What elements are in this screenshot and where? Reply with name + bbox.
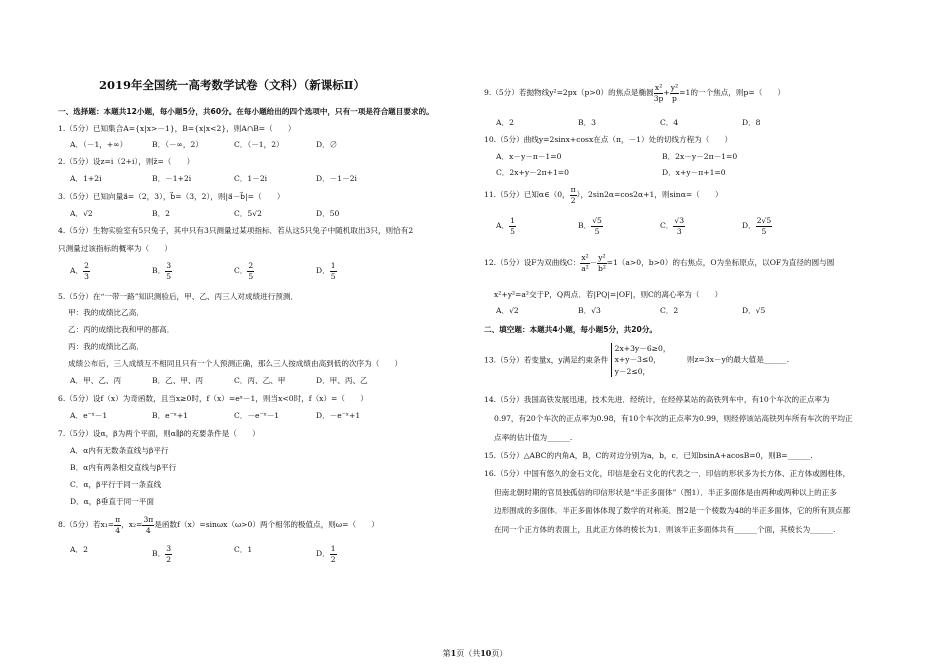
option-b: B．3 bbox=[578, 118, 597, 127]
question-9-text-a: 9.（5分）若抛物线y²=2px（p>0）的焦点是椭圆 bbox=[484, 88, 654, 98]
numerator: 2 bbox=[84, 261, 89, 270]
denominator: 5 bbox=[761, 226, 767, 236]
denominator: 5 bbox=[248, 271, 254, 281]
numerator: x² bbox=[654, 83, 663, 92]
fraction bbox=[247, 262, 254, 280]
denominator: 2 bbox=[330, 554, 336, 564]
numerator: 3 bbox=[166, 544, 172, 553]
option-label: C． bbox=[234, 266, 248, 276]
question-14-line-3: 点率的估计值为______. bbox=[494, 433, 573, 442]
question-5-line-4: 丙：我的成绩比乙高． bbox=[68, 342, 144, 351]
option-d: D．－e⁻ˣ+1 bbox=[316, 411, 361, 420]
denominator: 5 bbox=[330, 271, 336, 281]
fraction bbox=[673, 217, 685, 235]
constraint-1: 2x+3y－6≥0， bbox=[614, 344, 671, 353]
question-12-text-b: =1（a>0，b>0）的右焦点，O为坐标原点，以OF为直径的圆与圆 bbox=[606, 258, 835, 268]
right-column bbox=[484, 0, 904, 671]
option-a: A．1+2i bbox=[70, 174, 102, 183]
question-4-line-2: 只测量过该指标的概率为（ ） bbox=[58, 244, 172, 253]
question-7: 7.（5分）设α，β为两个平面，则α∥β的充要条件是（ ） bbox=[58, 429, 260, 438]
question-11-text-b: ），2sin2α=cos2α+1，则sinα=（ ） bbox=[576, 190, 723, 200]
fraction bbox=[670, 84, 679, 102]
option-label: A．2 bbox=[70, 545, 88, 554]
option-c: C．－e⁻ˣ－1 bbox=[234, 411, 280, 420]
denominator: 4 bbox=[115, 525, 121, 535]
option-a: A．√2 bbox=[496, 306, 519, 315]
numerator: 1 bbox=[510, 216, 515, 225]
option-a: A．2 bbox=[496, 118, 514, 127]
question-14-line-2: 0.97，有20个车次的正点率为0.98，有10个车次的正点率为0.99，则经停该站高铁列车所有车次的平均正 bbox=[494, 414, 853, 423]
numerator: 1 bbox=[330, 261, 336, 270]
denominator: 5 bbox=[510, 226, 515, 236]
question-16-line-2: 但南北朝时期的官员独孤信的印信形状是“半正多面体”（图1）．半正多面体是由两种或两种以上的正多 bbox=[494, 488, 837, 497]
page-total: 10 bbox=[480, 648, 492, 658]
option-c: C．4 bbox=[660, 118, 679, 127]
option-b: B．2x－y－2π－1=0 bbox=[662, 152, 738, 161]
question-5-line-3: 乙：丙的成绩比我和甲的都高． bbox=[68, 325, 175, 334]
fraction bbox=[165, 545, 172, 563]
option-label: A． bbox=[70, 266, 84, 276]
numerator: √3 bbox=[674, 216, 685, 225]
question-12-text-a: 12.（5分）设F为双曲线C： bbox=[484, 258, 581, 268]
numerator: 2 bbox=[248, 261, 254, 270]
question-16-line-1: 16.（5分）中国有悠久的金石文化，印信是金石文化的代表之一．印信的形状多为长方体、正方体或圆柱体， bbox=[484, 469, 851, 478]
page-footer bbox=[0, 648, 950, 659]
option-label: C． bbox=[660, 221, 674, 231]
question-8-options bbox=[70, 545, 398, 563]
fraction bbox=[597, 254, 606, 272]
numerator: 1 bbox=[330, 544, 336, 553]
question-9-options bbox=[496, 118, 824, 127]
question-15: 15.（5分）△ABC的内角A，B，C的对边分别为a，b，c．已知bsinA+acosB=0，则B=______. bbox=[484, 451, 813, 460]
numerator: 3π bbox=[143, 515, 154, 524]
question-9-text-b: =1的一个焦点，则p=（ ） bbox=[679, 88, 786, 98]
numerator: y² bbox=[670, 83, 679, 92]
question-4-line-1: 4.（5分）生物实验室有5只兔子，其中只有3只测量过某项指标．若从这5只兔子中随机取出3只，则恰有2 bbox=[58, 226, 414, 235]
option-d: D．x+y－π+1=0 bbox=[662, 168, 726, 177]
option-a: A．√2 bbox=[70, 209, 93, 218]
option-label: B． bbox=[152, 266, 166, 276]
plus-sign: + bbox=[663, 88, 670, 98]
denominator: 4 bbox=[145, 525, 151, 535]
question-9 bbox=[484, 84, 785, 102]
question-10: 10.（5分）曲线y=2sinx+cosx在点（π，－1）处的切线方程为（ ） bbox=[484, 135, 733, 144]
numerator: π bbox=[570, 185, 576, 194]
numerator: √5 bbox=[592, 216, 602, 225]
question-8 bbox=[58, 516, 379, 534]
numerator: y² bbox=[598, 253, 606, 262]
fraction bbox=[83, 262, 90, 280]
fraction bbox=[509, 217, 516, 235]
option-a bbox=[70, 262, 152, 280]
section-fill-heading: 二、填空题：本题共4小题，每小题5分，共20分。 bbox=[484, 325, 658, 334]
option-label: D． bbox=[742, 221, 756, 231]
footer-suffix: 页） bbox=[491, 649, 508, 658]
page-number: 1 bbox=[450, 648, 457, 658]
question-8-text-a: 8.（5分）若x₁= bbox=[58, 520, 115, 530]
question-10-options-row-2 bbox=[496, 168, 826, 177]
question-1: 1.（5分）已知集合A={x|x>－1}，B={x|x<2}，则A∩B=（ ） bbox=[58, 124, 296, 133]
option-d: D．8 bbox=[742, 118, 761, 127]
question-6-options bbox=[70, 411, 398, 420]
question-12-line-2: x²+y²=a²交于P，Q两点．若|PQ|=|OF|，则C的离心率为（ ） bbox=[494, 290, 723, 299]
footer-prefix: 第 bbox=[442, 649, 451, 658]
fraction bbox=[330, 545, 337, 563]
question-5-line-1: 5.（5分）在“一带一路”知识测验后，甲、乙、丙三人对成绩进行预测． bbox=[58, 292, 299, 301]
footer-mid: 页（共 bbox=[456, 649, 481, 658]
fraction bbox=[165, 262, 172, 280]
option-c bbox=[234, 262, 316, 280]
option-a bbox=[496, 217, 578, 235]
fraction bbox=[570, 186, 577, 204]
minus-sign: － bbox=[589, 258, 598, 268]
option-c: C．5√2 bbox=[234, 209, 262, 218]
question-1-options bbox=[70, 140, 398, 149]
question-7-option-a: A．α内有无数条直线与β平行 bbox=[70, 446, 169, 455]
question-2: 2.（5分）设z=i（2+i），则z̄=（ ） bbox=[58, 157, 195, 166]
question-11-text-a: 11.（5分）已知α∈（0， bbox=[484, 190, 570, 200]
left-column bbox=[58, 0, 481, 671]
option-d bbox=[316, 545, 398, 563]
option-d: D．－1－2i bbox=[316, 174, 357, 183]
option-d bbox=[742, 217, 824, 235]
question-4-options bbox=[70, 262, 398, 280]
constraint-3: y－2≤0， bbox=[614, 366, 651, 376]
denominator: a² bbox=[581, 263, 589, 273]
question-13-text-a: 13.（5分）若变量x，y满足约束条件 bbox=[484, 355, 609, 365]
option-b bbox=[578, 217, 660, 235]
question-10-options-row-1 bbox=[496, 152, 826, 161]
question-8-text-b: ，x₂= bbox=[121, 520, 143, 530]
option-c bbox=[234, 545, 316, 563]
option-label: B． bbox=[152, 549, 166, 559]
question-16-line-3: 边形围成的多面体．半正多面体体现了数学的对称美．图2是一个棱数为48的半正多面体，它的所有顶点都 bbox=[494, 506, 851, 515]
option-b: B．e⁻ˣ+1 bbox=[152, 411, 189, 420]
denominator: 2 bbox=[166, 554, 172, 564]
question-12-line-1 bbox=[484, 254, 834, 272]
denominator: 5 bbox=[594, 226, 600, 236]
numerator: 2√5 bbox=[756, 216, 772, 225]
fraction bbox=[142, 516, 154, 534]
question-16-line-4: 在同一个正方体的表面上，且此正方体的棱长为1．则该半正多面体共有______个面，其棱长为______. bbox=[494, 525, 836, 534]
question-7-option-b: B．α内有两条相交直线与β平行 bbox=[70, 463, 177, 472]
option-c bbox=[660, 217, 742, 235]
option-c: C．1－2i bbox=[234, 174, 268, 183]
question-11-options bbox=[496, 217, 824, 235]
option-label: C．1 bbox=[234, 545, 253, 554]
option-label: A． bbox=[496, 221, 510, 231]
option-d bbox=[316, 262, 398, 280]
question-8-text-c: 是函数f（x）=sinωx（ω>0）两个相邻的极值点，则ω=（ ） bbox=[154, 520, 379, 530]
option-a: A．e⁻ˣ－1 bbox=[70, 411, 108, 420]
option-c: C．丙、乙、甲 bbox=[234, 376, 286, 385]
denominator: p bbox=[672, 93, 677, 103]
option-label: D． bbox=[316, 549, 330, 559]
denominator: 3 bbox=[84, 271, 89, 281]
option-a: A．甲、乙、丙 bbox=[70, 376, 122, 385]
question-13 bbox=[484, 343, 789, 377]
question-13-text-b: 则z=3x－y的最大值是______. bbox=[686, 355, 789, 365]
section-choice-heading: 一、选择题：本题共12小题，每小题5分，共60分。在每小题给出的四个选项中，只有一项是符合题目要求的。 bbox=[58, 107, 434, 116]
question-5-line-5: 成绩公布后，三人成绩互不相同且只有一个人预测正确，那么三人按成绩由高到低的次序为（ ） bbox=[68, 359, 403, 368]
constraint-system bbox=[611, 343, 671, 377]
denominator: 3p bbox=[653, 93, 664, 103]
constraint-2: x+y－3≤0， bbox=[614, 355, 661, 365]
fraction bbox=[580, 254, 589, 272]
option-b: B．（－∞，2） bbox=[152, 140, 203, 149]
option-d: D．∅ bbox=[316, 140, 338, 149]
question-2-options bbox=[70, 174, 398, 183]
option-b: B．√3 bbox=[578, 306, 601, 315]
numerator: π bbox=[115, 515, 121, 524]
fraction bbox=[654, 84, 664, 102]
option-b: B．－1+2i bbox=[152, 174, 192, 183]
option-d: D．甲、丙、乙 bbox=[316, 376, 368, 385]
question-12-options bbox=[496, 306, 824, 315]
option-c: C．（－1，2） bbox=[234, 140, 284, 149]
option-label: D． bbox=[316, 266, 330, 276]
question-3-options bbox=[70, 209, 398, 218]
option-b bbox=[152, 262, 234, 280]
denominator: 5 bbox=[166, 271, 172, 281]
question-7-option-d: D．α，β垂直于同一平面 bbox=[70, 497, 154, 506]
option-a bbox=[70, 545, 152, 563]
fraction bbox=[756, 217, 773, 235]
option-b bbox=[152, 545, 234, 563]
fraction bbox=[591, 217, 603, 235]
question-7-option-c: C．α，β平行于同一条直线 bbox=[70, 480, 162, 489]
denominator: 3 bbox=[676, 226, 682, 236]
page-title: 2019年全国统一高考数学试卷（文科）（新课标Ⅱ） bbox=[99, 78, 365, 92]
option-d: D．50 bbox=[316, 209, 340, 218]
numerator: 3 bbox=[166, 261, 172, 270]
option-d: D．√5 bbox=[742, 306, 766, 315]
question-11 bbox=[484, 186, 723, 204]
numerator: x² bbox=[581, 253, 589, 262]
denominator: b² bbox=[597, 263, 606, 273]
option-b: B．乙、甲、丙 bbox=[152, 376, 204, 385]
option-a: A．（－1，+∞） bbox=[70, 140, 128, 149]
option-label: B． bbox=[578, 221, 592, 231]
option-c: C．2x+y－2π+1=0 bbox=[496, 168, 569, 177]
fraction bbox=[330, 262, 337, 280]
question-5-line-2: 甲：我的成绩比乙高． bbox=[68, 308, 144, 317]
question-6: 6.（5分）设f（x）为奇函数，且当x≥0时，f（x）=eˣ－1，则当x<0时，f（x）=（ ） bbox=[58, 394, 368, 403]
denominator: 2 bbox=[570, 195, 576, 205]
option-a: A．x－y－π－1=0 bbox=[496, 152, 562, 161]
question-5-options bbox=[70, 376, 398, 385]
question-14-line-1: 14.（5分）我国高铁发展迅速，技术先进．经统计，在经停某站的高铁列车中，有10个车次的正点率为 bbox=[484, 395, 830, 404]
question-3: 3.（5分）已知向量a⃗=（2，3），b⃗=（3，2），则|a⃗－b⃗|=（ ） bbox=[58, 192, 285, 201]
option-c: C．2 bbox=[660, 306, 679, 315]
option-b: B．2 bbox=[152, 209, 171, 218]
